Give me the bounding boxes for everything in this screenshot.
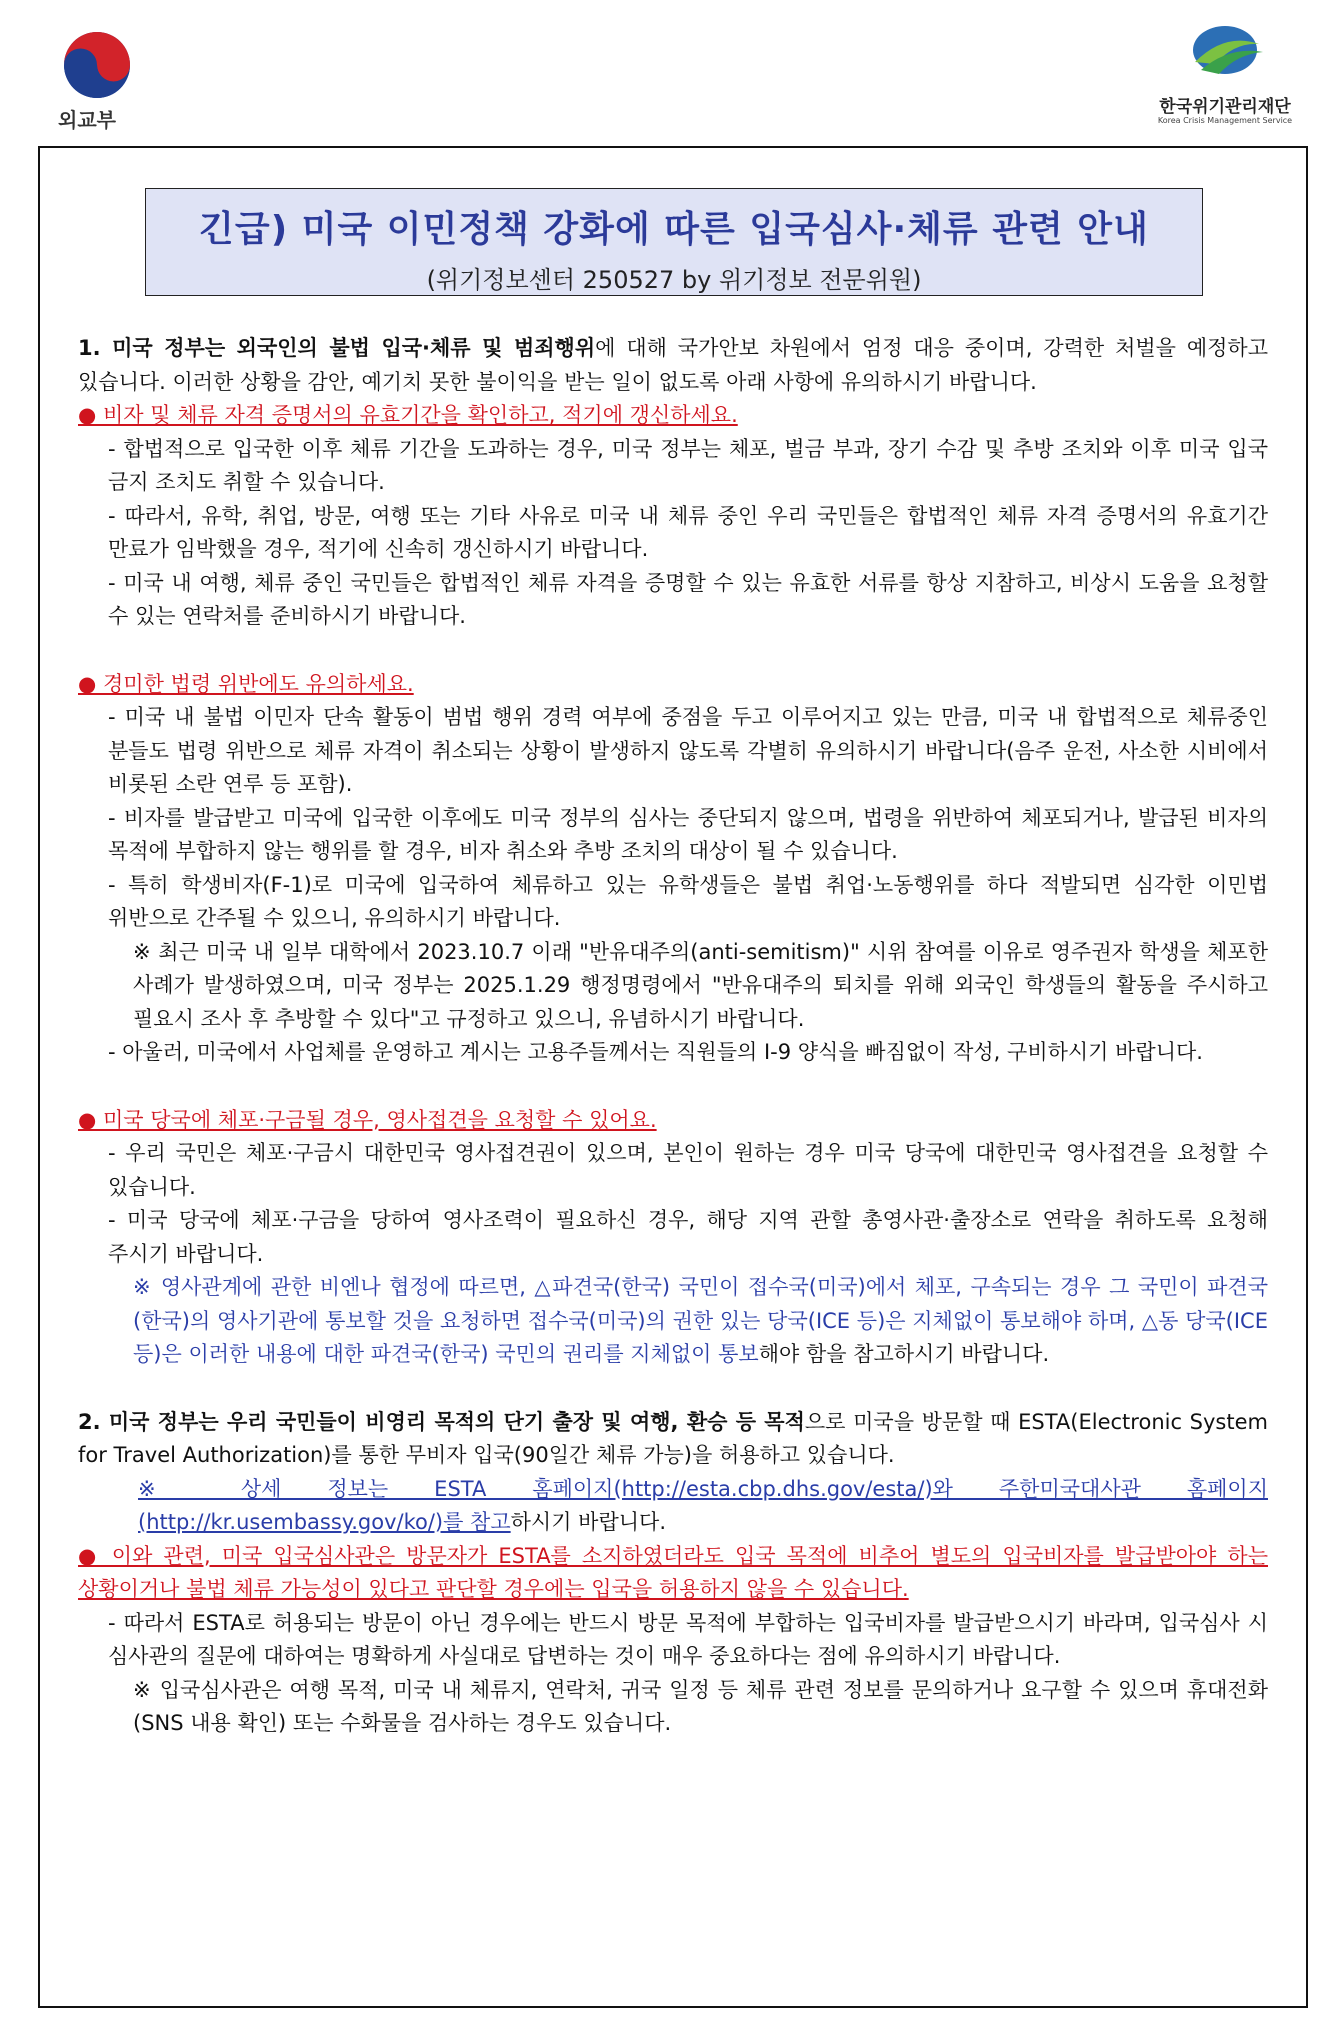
note: ※ 상세 정보는 ESTA 홈페이지(http://esta.cbp.dhs.gov/esta/)와 주한미국대사관 홈페이지(http://kr.usembassy.gov/ko/)를 참고하시기 바랍니다. [138, 1476, 1268, 1534]
section1-bullet3: ● 미국 당국에 체포·구금될 경우, 영사접견을 요청할 수 있어요. [78, 1107, 657, 1132]
list-item: - 따라서 ESTA로 허용되는 방문이 아닌 경우에는 반드시 방문 목적에 부합하는 입국비자를 발급받으시기 바라며, 입국심사 시 심사관의 질문에 대하여는 명확하게 사실대로 답변하는 것이 매우 중요하다는 점에 유의하시기 바랍니다. [108, 1610, 1268, 1668]
section1-intro: 1. 미국 정부는 외국인의 불법 입국·체류 및 범죄행위에 대해 국가안보 차원에서 엄정 대응 중이며, 강력한 처벌을 예정하고 있습니다. 이러한 상황을 감안, 예기치 못한 불이익을 받는 일이 없도록 아래 사항에 유의하시기 바랍니다. [78, 336, 1269, 394]
section2-bullet: ● 이와 관련, 미국 입국심사관은 방문자가 ESTA를 소지하였더라도 입국 목적에 비추어 별도의 입국비자를 발급받아야 하는 상황이거나 불법 체류 가능성이 있다고 판단할 경우에는 입국을 허용하지 않을 수 있습니다. [78, 1543, 1268, 1601]
kcm-english-label: Korea Crisis Management Service [1157, 116, 1293, 125]
section1-bullet1: ● 비자 및 체류 자격 증명서의 유효기간을 확인하고, 적기에 갱신하세요. [78, 403, 738, 427]
kcm-label: 한국위기관리재단 [1159, 97, 1291, 117]
page-title: 긴급) 미국 이민정책 강화에 따른 입국심사·체류 관련 안내 [199, 209, 1149, 250]
document-body [78, 332, 1268, 1741]
mofa-label: 외교부 [58, 108, 116, 132]
note: ※ 입국심사관은 여행 목적, 미국 내 체류지, 연락처, 귀국 일정 등 체류 관련 정보를 문의하거나 요구할 수 있으며 휴대전화(SNS 내용 확인) 또는 수화물을 검사하는 경우도 있습니다. [133, 1677, 1268, 1735]
spacer [78, 1070, 1268, 1104]
list-item: - 특히 학생비자(F-1)로 미국에 입국하여 체류하고 있는 유학생들은 불법 취업·노동행위를 하다 적발되면 심각한 이민법 위반으로 간주될 수 있으니, 유의하시기 바랍니다. [108, 872, 1268, 930]
note: ※ 최근 미국 내 일부 대학에서 2023.10.7 이래 "반유대주의(anti-semitism)" 시위 참여를 이유로 영주권자 학생을 체포한 사례가 발생하였으며, 미국 정부는 2025.1.29 행정명령에서 "반유대주의 퇴치를 위해 외국인 학생들의 활동을 주시하고 필요시 조사 후 추방할 수 있다"고 규정하고 있으니, 유념하시기 바랍니다. [133, 939, 1268, 1031]
list-item: - 비자를 발급받고 미국에 입국한 이후에도 미국 정부의 심사는 중단되지 않으며, 법령을 위반하여 체포되거나, 발급된 비자의 목적에 부합하지 않는 행위를 할 경우, 비자 취소와 추방 조치의 대상이 될 수 있습니다. [108, 805, 1268, 863]
title-box [145, 188, 1203, 296]
kcm-logo-icon [1185, 22, 1265, 82]
section2-intro: 2. 미국 정부는 우리 국민들이 비영리 목적의 단기 출장 및 여행, 환승 등 목적으로 미국을 방문할 때 ESTA(Electronic System for Travel Authorization)를 통한 무비자 입국(90일간 체류 가능)을 허용하고 있습니다. [78, 1409, 1268, 1467]
page-header [0, 0, 1337, 140]
section1-bullet2: ● 경미한 법령 위반에도 유의하세요. [78, 671, 414, 696]
list-item: - 아울러, 미국에서 사업체를 운영하고 계시는 고용주들께서는 직원들의 I-9 양식을 빠짐없이 작성, 구비하시기 바랍니다. [108, 1040, 1203, 1064]
list-item: - 따라서, 유학, 취업, 방문, 여행 또는 기타 사유로 미국 내 체류 중인 우리 국민들은 합법적인 체류 자격 증명서의 유효기간 만료가 임박했을 경우, 적기에 신속히 갱신하시기 바랍니다. [108, 503, 1268, 561]
list-item: - 미국 내 불법 이민자 단속 활동이 범법 행위 경력 여부에 중점을 두고 이루어지고 있는 만큼, 미국 내 합법적으로 체류중인 분들도 법령 위반으로 체류 자격이 취소되는 상황이 발생하지 않도록 각별히 유의하시기 바랍니다(음주 운전, 사소한 시비에서 비롯된 소란 연루 등 포함). [108, 705, 1268, 796]
list-item: - 합법적으로 입국한 이후 체류 기간을 도과하는 경우, 미국 정부는 체포, 벌금 부과, 장기 수감 및 추방 조치와 이후 미국 입국 금지 조치도 취할 수 있습니다. [108, 436, 1268, 494]
list-item: - 미국 내 여행, 체류 중인 국민들은 합법적인 체류 자격을 증명할 수 있는 유효한 서류를 항상 지참하고, 비상시 도움을 요청할 수 있는 연락처를 준비하시기 바랍니다. [108, 570, 1268, 628]
list-item: - 우리 국민은 체포·구금시 대한민국 영사접견권이 있으며, 본인이 원하는 경우 미국 당국에 대한민국 영사접견을 요청할 수 있습니다. [108, 1141, 1268, 1199]
mofa-emblem-icon [62, 30, 132, 100]
list-item: - 미국 당국에 체포·구금을 당하여 영사조력이 필요하신 경우, 해당 지역 관할 총영사관·출장소로 연락을 취하도록 요청해 주시기 바랍니다. [108, 1208, 1268, 1266]
spacer [78, 634, 1268, 668]
note: ※ 영사관계에 관한 비엔나 협정에 따르면, △파견국(한국) 국민이 접수국(미국)에서 체포, 구속되는 경우 그 국민이 파견국(한국)의 영사기관에 통보할 것을 요청하면 접수국(미국)의 권한 있는 당국(ICE 등)은 지체없이 통보해야 하며, △동 당국(ICE 등)은 이러한 내용에 대한 파견국(한국) 국민의 권리를 지체없이 통보해야 함을 참고하시기 바랍니다. [133, 1275, 1268, 1366]
spacer [78, 1372, 1268, 1406]
document-frame [38, 146, 1308, 2008]
page-subtitle: (위기정보센터 250527 by 위기정보 전문위원) [426, 266, 922, 294]
